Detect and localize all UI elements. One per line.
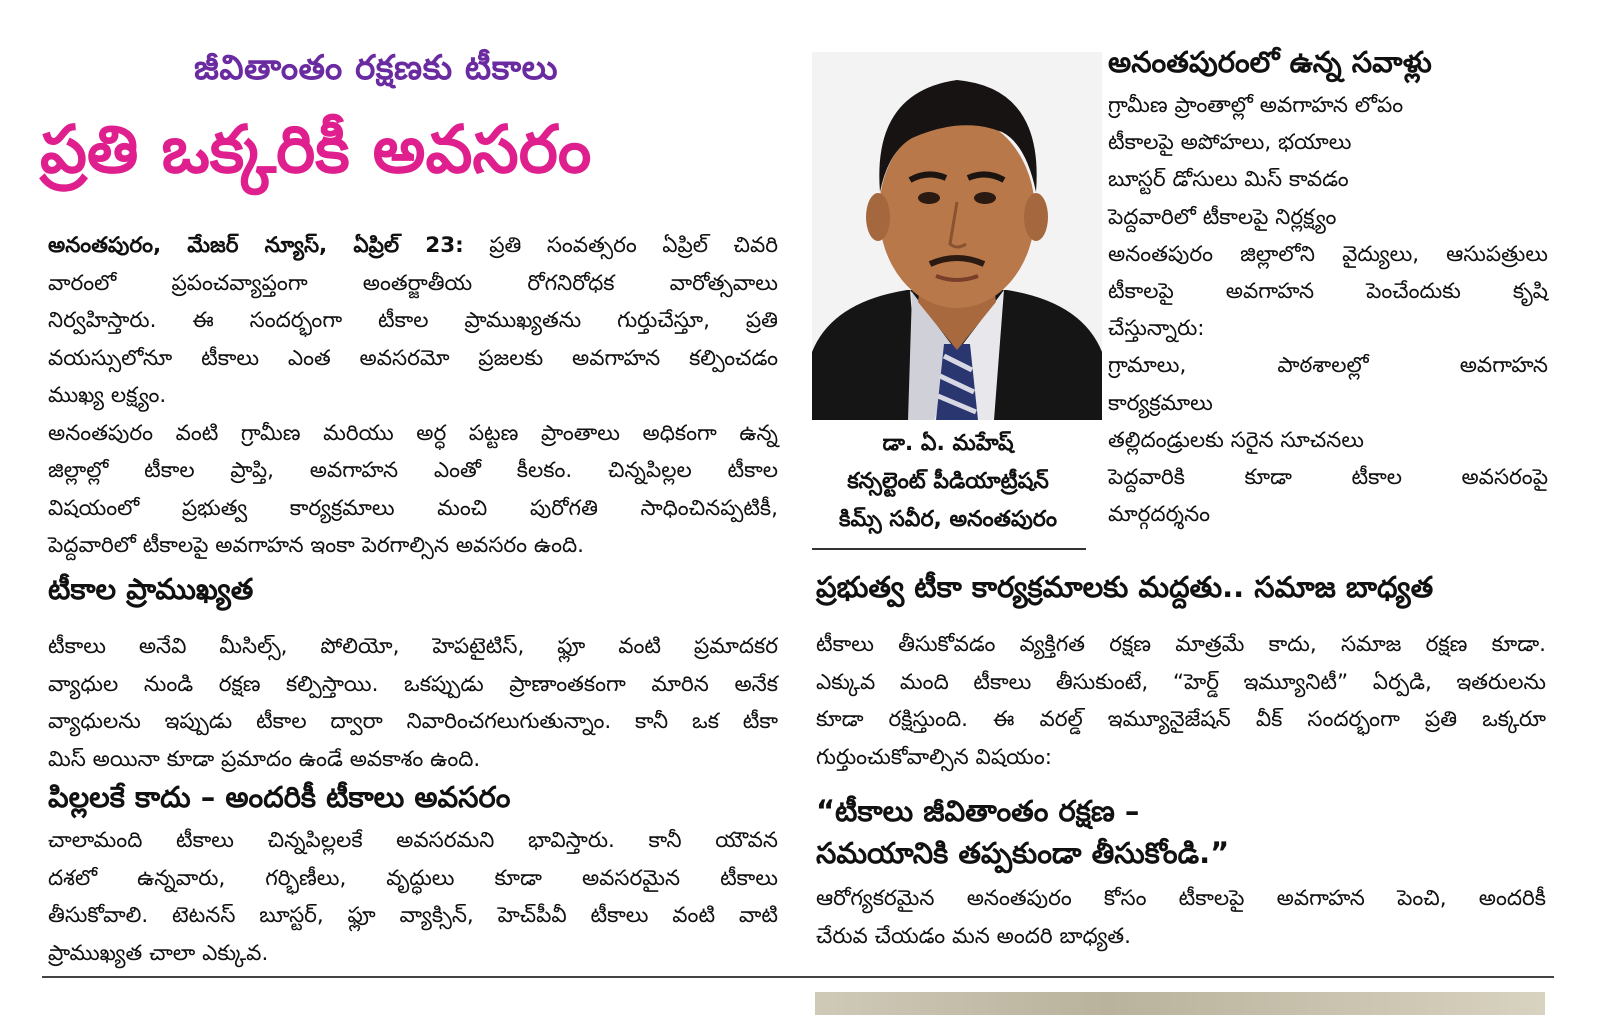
doctor-portrait-image [812,52,1102,420]
importance-paragraph [48,628,778,778]
para2-line-3: విషయంలో ప్రభుత్వ కార్యక్రమాలు మంచి పురోగతి సాధించినప్పటికీ, [48,495,778,521]
lead-line-5: ముఖ్య లక్ష్యం. [48,383,167,408]
effort-item: తల్లిదండ్రులకు సరైన సూచనలు [1108,427,1364,453]
lead-line-1 [48,227,778,265]
heading-support: ప్రభుత్వ టీకా కార్యక్రమాలకు మద్దతు.. సమాజ బాధ్యత [816,570,1434,604]
article-kicker: జీవితాంతం రక్షణకు టీకాలు [194,48,559,88]
caption-divider [812,548,1086,550]
doctor-name: డా. ఏ. మహేష్ [882,431,1014,456]
efforts-line-3: చేస్తున్నారు: [1108,316,1205,342]
article-headline: ప్రతి ఒక్కరికీ అవసరం [40,111,592,188]
support-line-4: గుర్తుంచుకోవాల్సిన విషయం: [816,744,1052,770]
pull-quote-line-2: సమయానికి తప్పకుండా తీసుకోండి.” [816,836,1230,870]
bottom-divider [42,976,1554,978]
dateline: అనంతపురం, మేజర్ న్యూస్, ఏప్రిల్ 23: [48,233,464,258]
everyone-paragraph [48,822,778,972]
lead-line-4: వయస్సులోనూ టీకాలు ఎంత అవసరమో ప్రజలకు అవగాహన కల్పించడం [48,345,778,371]
everyone-line-4: ప్రాముఖ్యత చాలా ఎక్కువ. [48,940,269,966]
para2-line-1: అనంతపురం వంటి గ్రామీణ మరియు అర్ధ పట్టణ ప్రాంతాలు అధికంగా ఉన్న [48,420,778,446]
para2-line-2: జిల్లాల్లో టీకాల ప్రాప్తి, అవగాహన ఎంతో కీలకం. చిన్నపిల్లల టీకాల [48,458,778,483]
challenge-item: పెద్దవారిలో టీకాలపై నిర్లక్ష్యం [1108,204,1337,230]
everyone-line-1: చాలామంది టీకాలు చిన్నపిల్లలకే అవసరమని భావిస్తారు. కానీ యౌవన [48,828,778,853]
support-line-2: ఎక్కువ మంది టీకాలు తీసుకుంటే, “హెర్డ్ ఇమ్యూనిటీ” ఏర్పడి, ఇతరులను [816,669,1546,695]
importance-line-3: వ్యాధులను ఇప్పుడు టీకాల ద్వారా నివారించగలుగుతున్నాం. కానీ ఒక టీకా [48,709,778,734]
heading-importance: టీకాల ప్రాముఖ్యత [48,572,254,606]
support-line-3: కూడా రక్షిస్తుంది. ఈ వరల్డ్ ఇమ్యూనైజేషన్ వీక్ సందర్భంగా ప్రతి ఒక్కరూ [816,707,1546,732]
para2-line-4: పెద్దవారిలో టీకాలపై అవగాహన ఇంకా పెరగాల్సిన అవసరం ఉంది. [48,533,584,558]
closing-line-1: ఆరోగ్యకరమైన అనంతపురం కోసం టీకాలపై అవగాహన పెంచి, అందరికీ [816,886,1546,911]
challenge-item: బూస్టర్ డోసులు మిస్ కావడం [1108,167,1349,193]
pull-quote [816,790,1229,874]
lead-line-3: నిర్వహిస్తారు. ఈ సందర్భంగా టీకాల ప్రాముఖ్యతను గుర్తుచేస్తూ, ప్రతి [48,308,778,333]
importance-line-4: మిస్ అయినా కూడా ప్రమాదం ఉండే అవకాశం ఉంది. [48,746,481,772]
effort-item: మార్గదర్శనం [1108,502,1211,528]
effort-item: గ్రామాలు, పాఠశాలల్లో అవగాహన [1108,353,1548,379]
closing-paragraph [816,880,1546,955]
effort-item: కార్యక్రమాలు [1108,390,1213,416]
next-article-image-edge [815,992,1545,1015]
support-paragraph [816,626,1546,776]
everyone-line-2: దశలో ఉన్నవారు, గర్భిణీలు, వృద్ధులు కూడా అవసరమైన టీకాలు [48,865,778,891]
lead-line-2: వారంలో ప్రపంచవ్యాప్తంగా అంతర్జాతీయ రోగనిరోధక వారోత్సవాలు [48,270,778,296]
effort-item: పెద్దవారికి కూడా టీకాల అవసరంపై [1108,465,1548,491]
importance-line-2: వ్యాధుల నుండి రక్షణ కల్పిస్తాయి. ఒకప్పుడు ప్రాణాంతకంగా మారిన అనేక [48,671,778,697]
challenges-list [1108,87,1548,533]
heading-challenges: అనంతపురంలో ఉన్న సవాళ్లు [1108,45,1432,79]
importance-line-1: టీకాలు అనేవి మీసిల్స్, పోలియో, హెపటైటిస్, ఫ్లూ వంటి ప్రమాదకర [48,634,778,659]
everyone-line-3: తీసుకోవాలి. టెటనస్ బూస్టర్, ఫ్లూ వ్యాక్సిన్, హెచ్‌పీవీ టీకాలు వంటి వాటి [48,903,778,928]
doctor-hospital: కిమ్స్ సవీర, అనంతపురం [838,507,1057,532]
pull-quote-line-1: “టీకాలు జీవితాంతం రక్షణ – [816,794,1140,828]
lead-line-1-text: ప్రతి సంవత్సరం ఏప్రిల్ చివరి [489,233,779,258]
support-line-1: టీకాలు తీసుకోవడం వ్యక్తిగత రక్షణ మాత్రమే కాదు, సమాజ రక్షణ కూడా. [816,632,1546,657]
lead-paragraph [48,227,778,565]
efforts-line-2: టీకాలపై అవగాహన పెంచేందుకు కృషి [1108,279,1548,305]
challenge-item: గ్రామీణ ప్రాంతాల్లో అవగాహన లోపం [1108,93,1404,118]
doctor-title: కన్సల్టెంట్ పీడియాట్రీషన్ [847,469,1049,494]
heading-everyone: పిల్లలకే కాదు – అందరికీ టీకాలు అవసరం [48,780,511,814]
efforts-line-1: అనంతపురం జిల్లాలోని వైద్యులు, ఆసుపత్రులు [1108,241,1548,267]
doctor-photo [812,52,1102,420]
doctor-caption [812,425,1084,539]
challenge-item: టీకాలపై అపోహలు, భయాలు [1108,130,1352,156]
closing-line-2: చేరువ చేయడం మన అందరి బాధ్యత. [816,923,1131,949]
